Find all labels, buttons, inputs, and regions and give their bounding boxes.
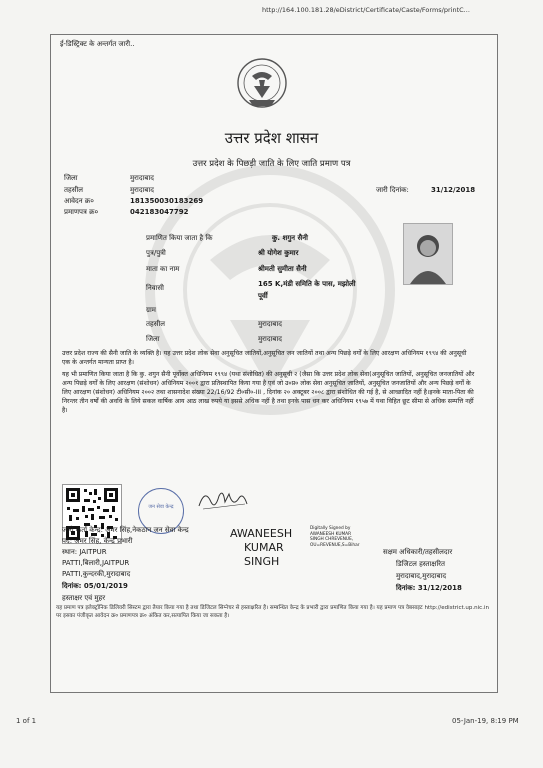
person-name: कु. शगुन सैनी <box>272 234 308 242</box>
digital-signer-name <box>230 527 310 569</box>
handwritten-signature <box>195 484 255 514</box>
authority-location: मुरादाबाद,मुरादाबाद <box>396 572 447 580</box>
stamp-text: जन सेवा केन्द्र <box>148 504 174 510</box>
issue-date-label: जारी दिनांक: <box>376 186 409 194</box>
verification-note: यह प्रमाण पत्र इलेक्ट्रॉनिक डिलिवरी सिस्टम द्वारा तैयार किया गया है तथा डिजिटल सिग्नेचर से हस्ताक्षरित है। सम्बन्धित केन्द्र के प्रभारी द्वारा प्रमाणित किया गया है। यह प्रमाण पत्र वेबसाइट http://edistrict.up.nic.in पर इसका पंजीकृत आवेदन क्र० प्रमाणपत्र क्र० अंकित कर,सत्यापित किया जा सकता है। <box>56 605 489 619</box>
field-label-village: ग्राम <box>146 306 156 314</box>
qr-code <box>62 484 122 544</box>
field-value-address-line2: पूर्वी <box>258 292 268 300</box>
print-datetime: 05-Jan-19, 8:19 PM <box>452 717 519 725</box>
field-value-district-person: मुरादाबाद <box>258 335 282 343</box>
issuing-place-line2: PATTI,बिलारी,JAITPUR <box>62 559 130 567</box>
page-counter: 1 of 1 <box>16 717 37 725</box>
field-label-tehsil-person: तहसील <box>146 320 165 328</box>
digitally-signed-label: डिजिटल हस्ताक्षरित <box>396 560 445 568</box>
issuing-place: स्थान: JAITPUR <box>62 548 107 556</box>
signer-name-line1: AWANEESH <box>230 527 293 540</box>
exclusion-paragraph: यह भी प्रमाणित किया जाता है कि कु. शगुन सैनी पूर्वोक्त अधिनियम १९९४ (यथा संशोधित) की अनुसूची २ (जैसा कि उत्तर प्रदेश लोक सेवा(अनुसूचित जातियों, अनुसूचित जनजातियों और अन्य पिछड़े वर्गों के लिए आरक्षण (संशोधन) अधिनियम २००१ द्वारा प्रतिस्थापित किया गया है एवं जो उ०प्र० लोक सेवा अनुसूचित जातियों, अनुसूचित जनजातियों और अन्य पिछड़े वर्गों के लिए आरक्षण (संशोधन) अधिनियम २००२ तथा शासनादेश संख्या 22/16/92 टी०सी०-III , दिनांक २० अक्टूबर २००८ द्वारा संशोधित की गई है, से आच्छादित नहीं है।इनके माता-पिता की निरन्तर तीन वर्षों की अवधि के लिये सकल वार्षिक आय आठ लाख रुपये या इससे अधिक नहीं है तथा इनके पास धन कर अधिनियम १९५७ में यथा विहित छूट सीमा से अधिक सम्पत्ति नहीं है। <box>62 371 475 414</box>
digital-sig-line2: AWANEESH KUMAR <box>310 531 352 537</box>
field-value-certificate-no: 042183047792 <box>130 208 189 216</box>
issued-under-note: ई-डिस्ट्रिक्ट के अन्तर्गत जारी.. <box>60 40 135 48</box>
certificate-subtitle: उत्तर प्रदेश के पिछड़ी जाति के लिए जाति प्रमाण पत्र <box>192 159 351 169</box>
field-value-application-no: 181350030183269 <box>130 197 204 205</box>
browser-url[interactable]: http://164.100.181.28/eDistrict/Certificate/Caste/Forms/printC... <box>262 6 470 14</box>
signature-seal-label: हस्ताक्षर एवं मुहर <box>62 594 106 602</box>
certify-intro: प्रमाणित किया जाता है कि <box>146 234 213 242</box>
signer-name-line3: SINGH <box>244 555 280 568</box>
digital-signature-details <box>310 526 376 548</box>
up-emblem-icon <box>235 56 289 114</box>
field-label-certificate-no: प्रमाणपत्र क्र० <box>64 208 99 216</box>
field-label-residence: निवासी <box>146 284 164 292</box>
issuing-designation: पद: अमर सिंह, केन्द्र प्रभारी <box>62 537 133 545</box>
applicant-photo <box>403 223 453 285</box>
field-value-tehsil: मुरादाबाद <box>130 186 154 194</box>
field-value-district: मुरादाबाद <box>130 174 154 182</box>
issuing-centre: जारी कर्ता केन्द्र: अमर सिंह,नेकठान जन सेवा केन्द्र <box>62 526 189 534</box>
field-value-father-name: श्री योगेश कुमार <box>258 249 299 257</box>
competent-authority: सक्षम अधिकारी/तहसीलदार <box>383 548 453 556</box>
signer-name-line2: KUMAR <box>244 541 284 554</box>
field-label-tehsil: तहसील <box>64 186 83 194</box>
field-value-tehsil-person: मुरादाबाद <box>258 320 282 328</box>
field-label-district-person: जिला <box>146 335 160 343</box>
issued-date: दिनांक: 05/01/2019 <box>62 582 128 590</box>
authority-date: दिनांक: 31/12/2018 <box>396 584 462 592</box>
field-value-mother-name: श्रीमती सुमीता सैनी <box>258 265 307 273</box>
issuing-place-line3: PATTI,कुन्दरकी,मुरादाबाद <box>62 570 131 578</box>
caste-paragraph: उत्तर प्रदेश राज्य की सैनी जाति के व्यक्ति है। यह उत्तर प्रदेश लोक सेवा अनुसूचित जातियों,अनुसूचित जन जातियों तथा अन्य पिछड़े वर्गों के लिए आरक्षण अधिनियम १९९४ की अनुसूची एक के अन्तर्गत मान्यता प्राप्त है। <box>62 350 467 366</box>
field-label-application-no: आवेदन क्र० <box>64 197 94 205</box>
field-label-son-daughter: पुत्र/पुत्री <box>146 249 166 257</box>
field-label-district: जिला <box>64 174 78 182</box>
field-label-mother-name: माता का नाम <box>146 265 180 273</box>
page-title: उत्तर प्रदेश शासन <box>224 129 319 147</box>
issue-date-value: 31/12/2018 <box>431 186 476 194</box>
field-value-address: 165 K,मंडी समिति के पास, मझोली <box>258 280 356 288</box>
digital-sig-line3: SINGH CHREVENUE, <box>310 537 354 542</box>
digital-sig-line1: Digitally Signed by <box>310 526 351 531</box>
digital-sig-line4: OU=REVENUE,S=Bihar <box>310 542 360 548</box>
